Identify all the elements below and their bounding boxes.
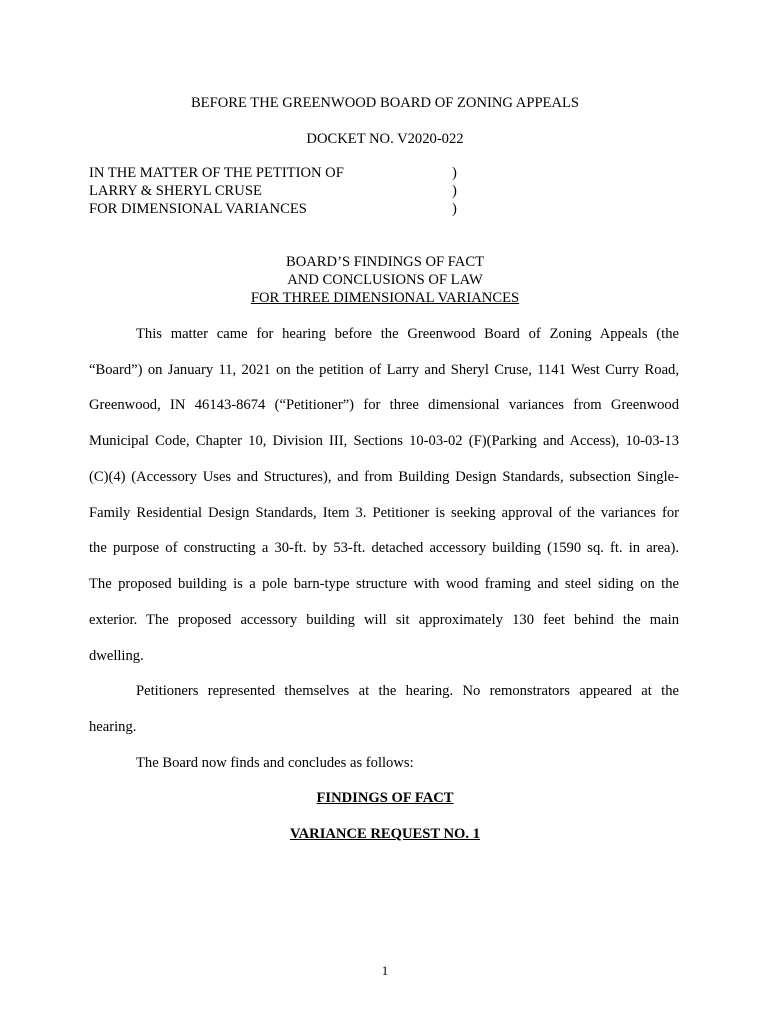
- caption-line: LARRY & SHERYL CRUSE: [89, 183, 262, 199]
- page-number: 1: [381, 963, 389, 978]
- paragraph-line: This matter came for hearing before the Greenwood Board of Zoning Appeals (the: [136, 326, 679, 342]
- findings-heading: FINDINGS OF FACT: [316, 790, 454, 806]
- title-line: BOARD’S FINDINGS OF FACT: [286, 254, 484, 270]
- caption-paren: ): [452, 165, 457, 181]
- paragraph-line: Greenwood, IN 46143-8674 (“Petitioner”) for three dimensional variances from Greenwood: [89, 397, 679, 413]
- paragraph-line: hearing.: [89, 719, 137, 735]
- paragraph-line: (C)(4) (Accessory Uses and Structures), and from Building Design Standards, subsection Single-: [89, 469, 679, 485]
- paragraph-line: the purpose of constructing a 30-ft. by 53-ft. detached accessory building (1590 sq. ft. in area).: [89, 540, 679, 556]
- paragraph-line: “Board”) on January 11, 2021 on the petition of Larry and Sheryl Cruse, 1141 West Curry Road,: [89, 362, 679, 378]
- paragraph-line: The proposed building is a pole barn-type structure with wood framing and steel siding on the: [89, 576, 679, 592]
- caption-line: IN THE MATTER OF THE PETITION OF: [89, 165, 344, 181]
- caption-paren: ): [452, 201, 457, 217]
- paragraph-line: exterior. The proposed accessory building will sit approximately 130 feet behind the main: [89, 612, 679, 628]
- body-paragraph-3: The Board now finds and concludes as follows:: [136, 755, 414, 771]
- paragraph-line: Municipal Code, Chapter 10, Division III, Sections 10-03-02 (F)(Parking and Access), 10-03-13: [89, 433, 679, 449]
- variance-heading: VARIANCE REQUEST NO. 1: [289, 826, 481, 842]
- paragraph-line: dwelling.: [89, 648, 144, 664]
- title-line: AND CONCLUSIONS OF LAW: [287, 272, 483, 288]
- paragraph-line: Family Residential Design Standards, Item 3. Petitioner is seeking approval of the variances for: [89, 505, 679, 521]
- title-line: FOR THREE DIMENSIONAL VARIANCES: [250, 290, 520, 306]
- caption-paren: ): [452, 183, 457, 199]
- docket-number: DOCKET NO. V2020-022: [306, 131, 464, 147]
- caption-line: FOR DIMENSIONAL VARIANCES: [89, 201, 307, 217]
- board-title: BEFORE THE GREENWOOD BOARD OF ZONING APPEALS: [190, 95, 580, 111]
- paragraph-line: Petitioners represented themselves at the hearing. No remonstrators appeared at the: [136, 683, 679, 699]
